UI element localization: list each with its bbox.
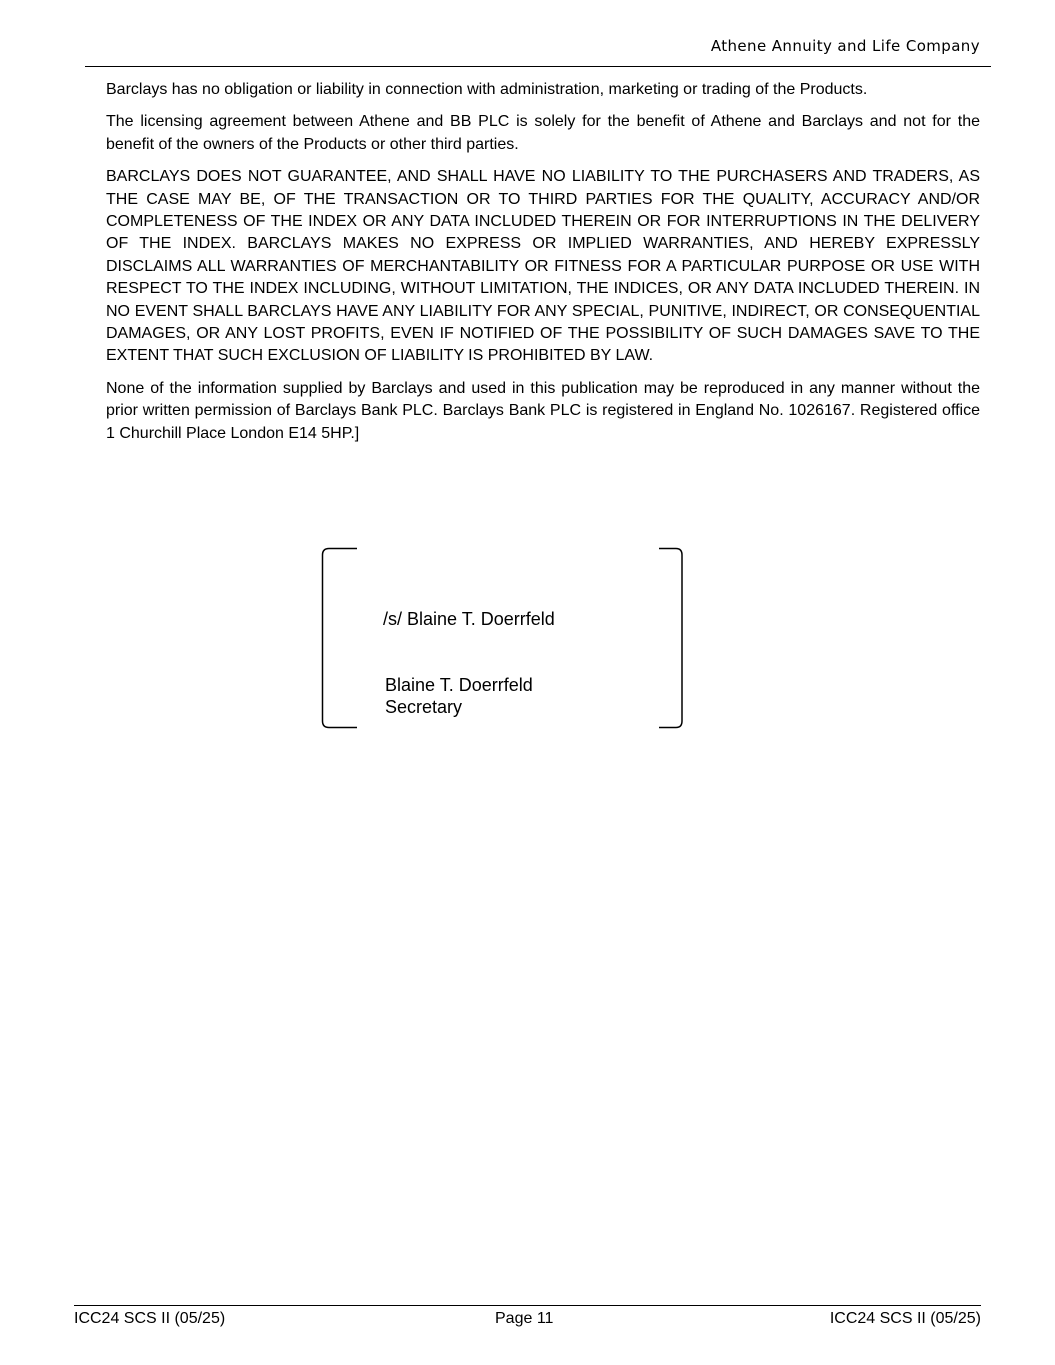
page-header — [85, 36, 991, 67]
footer-page-number: Page 11 — [495, 1310, 554, 1327]
signer-title: Secretary — [385, 697, 463, 717]
right-bracket — [659, 549, 682, 728]
company-name: Athene Annuity and Life Company — [710, 37, 980, 55]
footer-form-number-right: ICC24 SCS II (05/25) — [829, 1310, 981, 1327]
paragraph-licensing-agreement: The licensing agreement between Athene and BB PLC is solely for the benefit of Athene and Barclays and not for the benefit of the owners of the Products or other third parties. — [106, 113, 980, 153]
paragraph-disclaimer: BARCLAYS DOES NOT GUARANTEE, AND SHALL HAVE NO LIABILITY TO THE PURCHASERS AND TRADERS, AS THE CASE MAY BE, OF THE TRANSACTION OR TO THIRD PARTIES FOR THE QUALITY, ACCURACY AND/OR COMPLETENESS OF THE INDEX OR ANY DATA INCLUDED THEREIN OR FOR INTERRUPTIONS IN THE DELIVERY OF THE INDEX. BARCLAYS MAKES NO EXPRESS OR IMPLIED WARRANTIES, AND HEREBY EXPRESSLY DISCLAIMS ALL WARRANTIES OF MERCHANTABILITY OR FITNESS FOR A PARTICULAR PURPOSE OR USE WITH RESPECT TO THE INDEX INCLUDING, WITHOUT LIMITATION, THE INDICES, OR ANY DATA INCLUDED THEREIN. IN NO EVENT SHALL BARCLAYS HAVE ANY LIABILITY FOR ANY SPECIAL, PUNITIVE, INDIRECT, OR CONSEQUENTIAL DAMAGES, OR ANY LOST PROFITS, EVEN IF NOTIFIED OF THE POSSIBILITY OF SUCH DAMAGES SAVE TO THE EXTENT THAT SUCH EXCLUSION OF LIABILITY IS PROHIBITED BY LAW. — [106, 168, 980, 365]
page-footer — [74, 1305, 981, 1332]
paragraph-no-obligation: Barclays has no obligation or liability in connection with administration, marketing or trading of the Products. — [106, 81, 868, 98]
paragraph-reproduction-notice: None of the information supplied by Barclays and used in this publication may be reproduced in any manner without the prior written permission of Barclays Bank PLC. Barclays Bank PLC is registered in England No. 1026167. Registered office 1 Churchill Place London E14 5HP.] — [106, 379, 980, 442]
signature-block — [321, 547, 683, 729]
footer-form-number-left: ICC24 SCS II (05/25) — [74, 1310, 226, 1327]
signer-name: Blaine T. Doerrfeld — [385, 675, 533, 695]
left-bracket — [323, 549, 358, 728]
signature-line: /s/ Blaine T. Doerrfeld — [383, 609, 555, 629]
signature-brackets — [321, 547, 683, 729]
document-body — [106, 79, 980, 455]
